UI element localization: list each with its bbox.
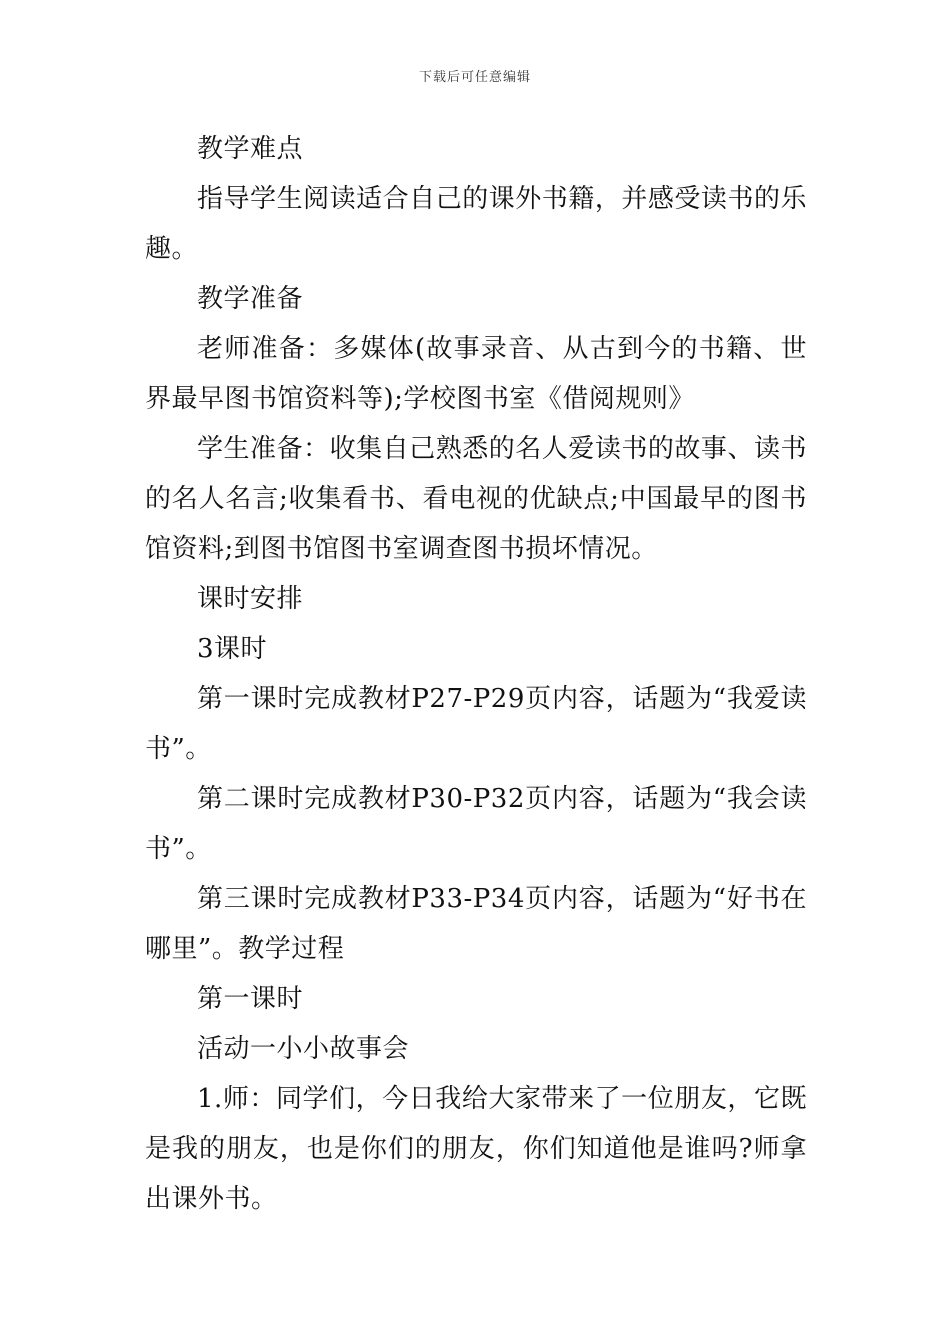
heading-schedule: 课时安排 [197, 584, 304, 614]
paragraph-lesson-count: 3课时 [197, 634, 268, 664]
paragraph-lesson-3: 第三课时完成教材P33-P34页内容，话题为“好书在哪里”。教学过程 [145, 884, 807, 964]
heading-teaching-preparation: 教学准备 [197, 284, 304, 314]
paragraph-teacher-intro: 1.师：同学们，今日我给大家带来了一位朋友，它既是我的朋友，也是你们的朋友，你们知道他是谁吗?师拿出课外书。 [145, 1084, 807, 1214]
paragraph-lesson-1: 第一课时完成教材P27-P29页内容，话题为“我爱读书”。 [145, 684, 807, 764]
document-body [145, 124, 807, 1224]
paragraph-teacher-preparation: 老师准备：多媒体(故事录音、从古到今的书籍、世界最早图书馆资料等);学校图书室《借阅规则》 [145, 334, 807, 414]
page-header-note: 下载后可任意编辑 [418, 70, 531, 85]
paragraph-lesson-2: 第二课时完成教材P30-P32页内容，话题为“我会读书”。 [145, 784, 807, 864]
paragraph-teaching-difficulty: 指导学生阅读适合自己的课外书籍，并感受读书的乐趣。 [145, 184, 807, 264]
heading-teaching-difficulty: 教学难点 [197, 134, 304, 164]
heading-first-lesson: 第一课时 [197, 984, 304, 1014]
paragraph-student-preparation: 学生准备：收集自己熟悉的名人爱读书的故事、读书的名人名言;收集看书、看电视的优缺点;中国最早的图书馆资料;到图书馆图书室调查图书损坏情况。 [145, 434, 807, 564]
heading-activity-one: 活动一小小故事会 [197, 1034, 410, 1064]
